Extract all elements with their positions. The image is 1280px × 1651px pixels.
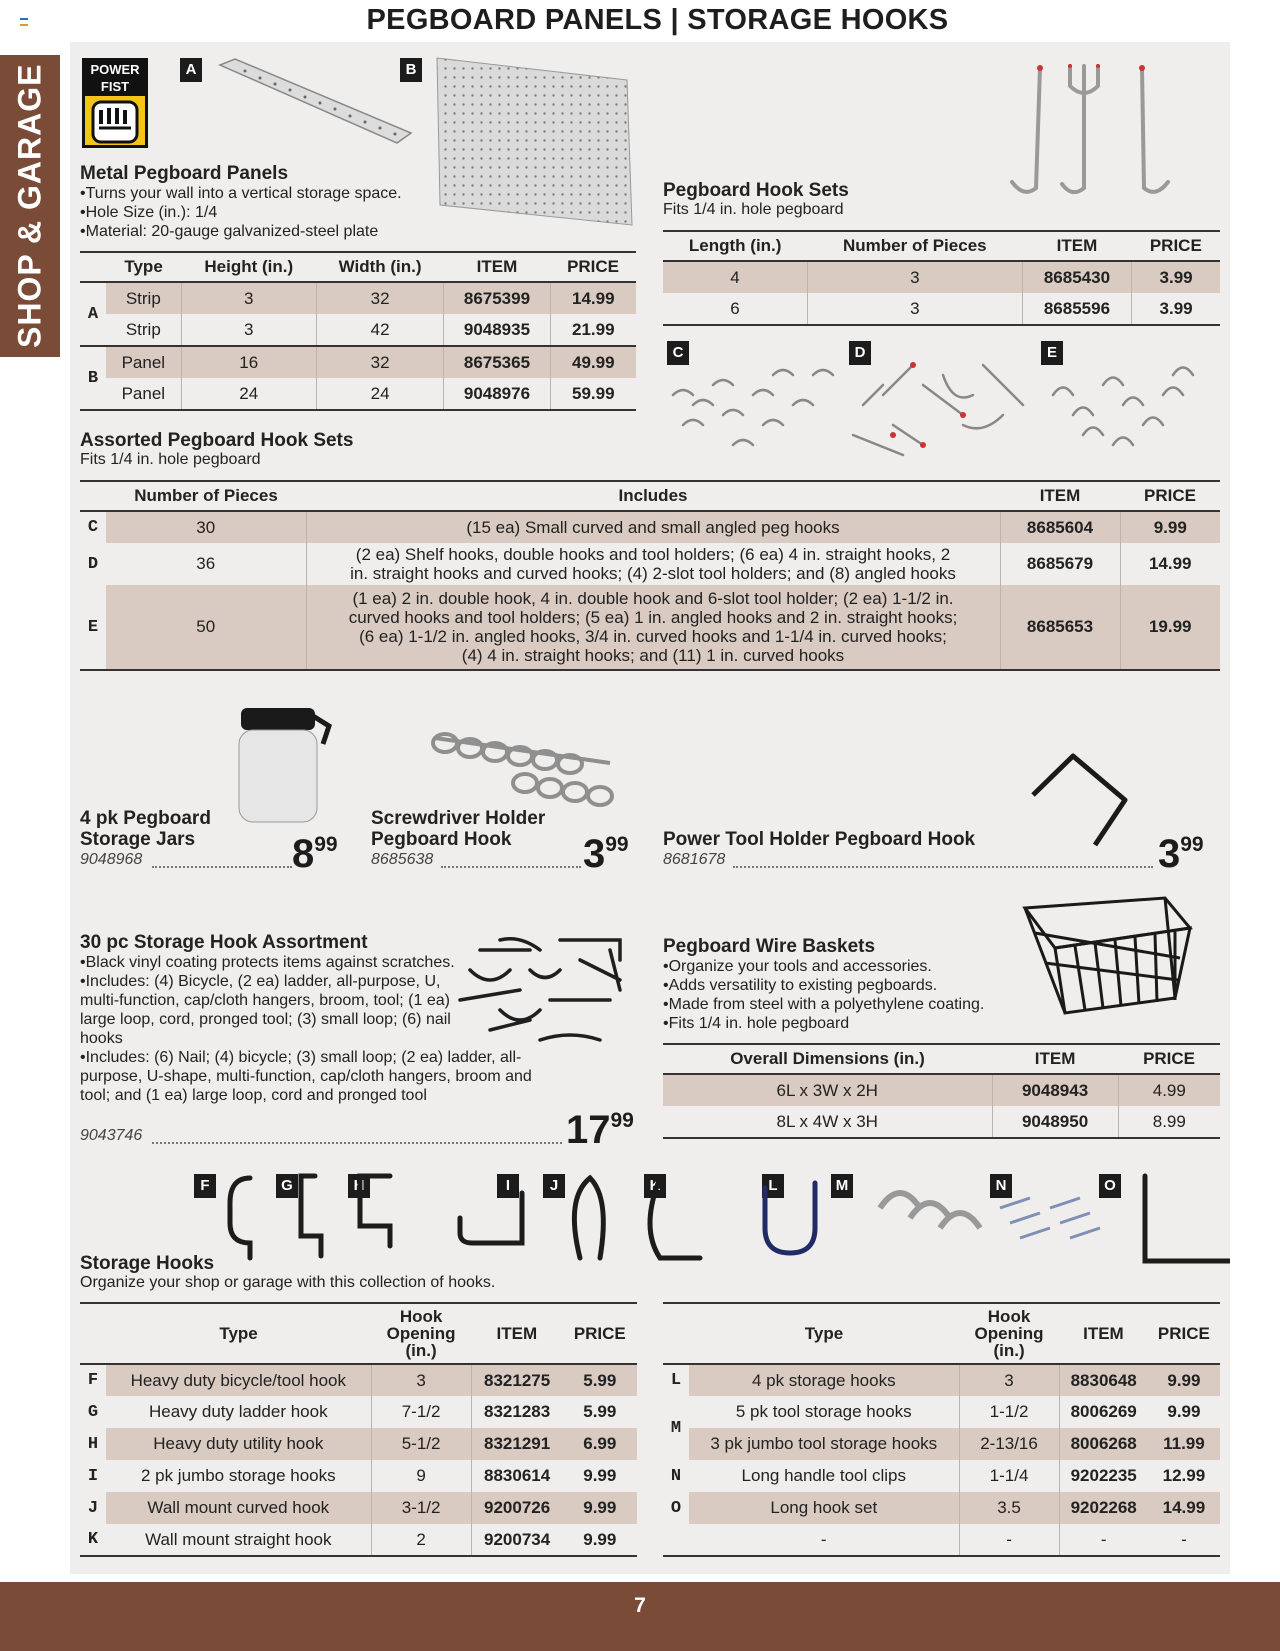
powertool-price: $3^{99}$ xyxy=(1158,832,1204,876)
assortment-price: $17^{99}$ xyxy=(566,1108,634,1152)
table-row: G Heavy duty ladder hook 7-1/2 8321283 5.99 xyxy=(80,1396,637,1428)
label-d: D xyxy=(849,341,871,365)
table-row: K Wall mount straight hook 2 9200734 9.99 xyxy=(80,1524,637,1556)
col-header: ITEM xyxy=(1059,1303,1148,1364)
baskets-title: Pegboard Wire Baskets xyxy=(663,936,876,957)
col-header: PRICE xyxy=(1132,231,1220,261)
label-c: C xyxy=(667,341,689,365)
storage-title: Storage Hooks xyxy=(80,1253,215,1274)
list-item: • Turns your wall into a vertical storage space. xyxy=(80,184,640,203)
table-row: J Wall mount curved hook 3-1/2 9200726 9.99 xyxy=(80,1492,637,1524)
label-b: B xyxy=(400,58,422,82)
table-row: Strip 3 42 9048935 21.99 xyxy=(80,314,636,346)
col-header: Type xyxy=(106,252,181,282)
storage-subtitle: Organize your shop or garage with this collection of hooks. xyxy=(80,1274,496,1291)
list-item: • Material: 20-gauge galvanized-steel plate xyxy=(80,222,640,241)
pegboard-strip-image xyxy=(215,55,415,155)
label-i: I xyxy=(497,1174,519,1198)
powertool-title: Power Tool Holder Pegboard Hook xyxy=(663,829,976,850)
section-tab: SHOP & GARAGE xyxy=(0,55,60,357)
panels-title: Metal Pegboard Panels xyxy=(80,163,289,184)
screwdriver-title-line1: Screwdriver Holder xyxy=(371,808,546,829)
hooksets-table xyxy=(663,230,1220,326)
leader-dots xyxy=(152,1142,562,1144)
jars-item-number: 9048968 xyxy=(80,851,143,868)
col-header: Number of Pieces xyxy=(106,481,306,511)
screwdriver-block xyxy=(371,808,545,850)
col-header: Overall Dimensions (in.) xyxy=(663,1044,992,1074)
screwdriver-title-line2: Pegboard Hook xyxy=(371,829,512,850)
fist-icon xyxy=(85,96,145,148)
col-header: ITEM xyxy=(1000,481,1120,511)
label-a: A xyxy=(180,58,202,82)
col-header: Width (in.) xyxy=(316,252,443,282)
jars-title-line2: Storage Jars xyxy=(80,829,196,850)
label-o: O xyxy=(1099,1174,1121,1198)
table-row: D 36 (2 ea) Shelf hooks, double hooks and tool holders; (6 ea) 4 in. straight hooks, 2 in. straight hooks and curved hooks; (4) 2-slot tool holders; and (8) angled hooks 8685679 14.99 xyxy=(80,543,1220,585)
table-row: M 5 pk tool storage hooks 1-1/2 8006269 9.99 xyxy=(663,1396,1220,1428)
baskets-table xyxy=(663,1043,1220,1139)
assorted-table xyxy=(80,480,1220,671)
panels-table xyxy=(80,251,636,411)
list-item: • Organize your tools and accessories. xyxy=(663,957,1063,976)
table-row: 6L x 3W x 2H 9048943 4.99 xyxy=(663,1074,1220,1106)
hooksets-subtitle: Fits 1/4 in. hole pegboard xyxy=(663,201,844,218)
table-row: Panel 24 24 9048976 59.99 xyxy=(80,378,636,410)
assorted-title: Assorted Pegboard Hook Sets xyxy=(80,430,354,451)
table-row: B Panel 16 32 8675365 49.99 xyxy=(80,346,636,378)
col-header: ITEM xyxy=(444,252,550,282)
assorted-hooks-image xyxy=(663,335,1223,475)
col-header: Height (in.) xyxy=(181,252,316,282)
table-row: N Long handle tool clips 1-1/4 9202235 12.99 xyxy=(663,1460,1220,1492)
col-header: PRICE xyxy=(563,1303,637,1364)
jars-block xyxy=(80,808,211,850)
label-e: E xyxy=(1041,341,1063,365)
table-row: 3 pk jumbo tool storage hooks 2-13/16 8006268 11.99 xyxy=(663,1428,1220,1460)
leader-dots xyxy=(152,866,292,868)
storage-jar-image xyxy=(235,706,335,831)
list-item: • Made from steel with a polyethylene coating. xyxy=(663,995,1063,1014)
label-l: L xyxy=(762,1174,784,1198)
list-item: • Includes: (4) Bicycle, (2 ea) ladder, all-purpose, U, multi-function, cap/cloth hangers, broom, tool; (1 ea) large loop, cord, pronged tool; (3) small loop; (6) nail hooks xyxy=(80,972,565,1048)
table-row: O Long hook set 3.5 9202268 14.99 xyxy=(663,1492,1220,1524)
leader-dots xyxy=(441,866,581,868)
list-item: • Fits 1/4 in. hole pegboard xyxy=(663,1014,1063,1033)
logo-text-line2: FIST xyxy=(85,78,145,96)
table-row: L 4 pk storage hooks 3 8830648 9.99 xyxy=(663,1364,1220,1396)
table-row: 8L x 4W x 3H 9048950 8.99 xyxy=(663,1106,1220,1138)
col-header: ITEM xyxy=(1022,231,1131,261)
baskets-features xyxy=(663,957,1063,1033)
col-header: Hook Opening (in.) xyxy=(959,1303,1059,1364)
power-tool-holder-image xyxy=(1025,750,1145,850)
label-j: J xyxy=(543,1174,565,1198)
label-k: K xyxy=(644,1174,666,1198)
table-row: 6 3 8685596 3.99 xyxy=(663,293,1220,325)
table-row: H Heavy duty utility hook 5-1/2 8321291 6.99 xyxy=(80,1428,637,1460)
list-item: • Hole Size (in.): 1/4 xyxy=(80,203,640,222)
table-row: C 30 (15 ea) Small curved and small angled peg hooks 8685604 9.99 xyxy=(80,511,1220,543)
table-row: F Heavy duty bicycle/tool hook 3 8321275 5.99 xyxy=(80,1364,637,1396)
col-header: PRICE xyxy=(550,252,636,282)
col-header: Type xyxy=(106,1303,371,1364)
table-row: E 50 (1 ea) 2 in. double hook, 4 in. double hook and 6-slot tool holder; (2 ea) 1-1/2 in. curved hooks and tool holders; (5 ea) 1 in. angled hooks and 2 in. straight hooks; (6 ea) 1-1/2 in. angled hooks, 3/4 in. curved hooks and 1-1/4 in. curved hooks; (4) 4 in. straight hooks; and (11) 1 in. curved hooks 8685653 19.99 xyxy=(80,585,1220,670)
screwdriver-item-number: 8685638 xyxy=(371,851,434,868)
col-header: Hook Opening (in.) xyxy=(371,1303,471,1364)
storage-block xyxy=(80,1253,640,1292)
col-header: Number of Pieces xyxy=(807,231,1022,261)
screwdriver-price: $3^{99}$ xyxy=(583,832,629,876)
baskets-block xyxy=(663,936,1063,1033)
hook-assortment-image xyxy=(440,930,640,1060)
page-number: 7 xyxy=(634,1594,646,1617)
power-fist-logo xyxy=(82,58,148,148)
leader-dots xyxy=(733,866,1153,868)
label-m: M xyxy=(831,1174,853,1198)
label-h: H xyxy=(348,1174,370,1198)
col-header: Type xyxy=(689,1303,959,1364)
screwdriver-holder-image xyxy=(415,708,620,818)
hooksets-title: Pegboard Hook Sets xyxy=(663,180,849,201)
storage-left-table xyxy=(80,1302,637,1557)
list-item: • Includes: (6) Nail; (4) bicycle; (3) small loop; (2 ea) ladder, all-purpose, U-shape, multi-function, cap/cloth hangers, broom and tool; and (1 ea) large loop, cord and pronged tool xyxy=(80,1048,565,1105)
logo-text-line1: POWER xyxy=(85,61,145,79)
col-header: Length (in.) xyxy=(663,231,807,261)
jars-price: $8^{99}$ xyxy=(292,832,338,876)
powertool-item-number: 8681678 xyxy=(663,851,726,868)
col-header: PRICE xyxy=(1148,1303,1220,1364)
label-g: G xyxy=(276,1174,298,1198)
col-header: Includes xyxy=(306,481,1000,511)
panels-features xyxy=(80,184,640,241)
table-row: I 2 pk jumbo storage hooks 9 8830614 9.99 xyxy=(80,1460,637,1492)
label-f: F xyxy=(194,1174,216,1198)
storage-right-table xyxy=(663,1302,1220,1557)
page-footer xyxy=(0,1582,1280,1651)
col-header: ITEM xyxy=(471,1303,563,1364)
list-item: • Black vinyl coating protects items against scratches. xyxy=(80,953,565,972)
assorted-subtitle: Fits 1/4 in. hole pegboard xyxy=(80,451,261,468)
col-header: PRICE xyxy=(1118,1044,1220,1074)
list-item: • Adds versatility to existing pegboards. xyxy=(663,976,1063,995)
table-row: A Strip 3 32 8675399 14.99 xyxy=(80,282,636,314)
jars-title-line1: 4 pk Pegboard xyxy=(80,808,211,829)
page-title: PEGBOARD PANELS | STORAGE HOOKS xyxy=(366,4,949,36)
col-header: PRICE xyxy=(1120,481,1220,511)
assortment-title: 30 pc Storage Hook Assortment xyxy=(80,932,368,953)
assortment-item-number: 9043746 xyxy=(80,1127,143,1144)
table-row: 4 3 8685430 3.99 xyxy=(663,261,1220,293)
table-row: - - - - xyxy=(663,1524,1220,1556)
label-n: N xyxy=(990,1174,1012,1198)
col-header: ITEM xyxy=(992,1044,1118,1074)
